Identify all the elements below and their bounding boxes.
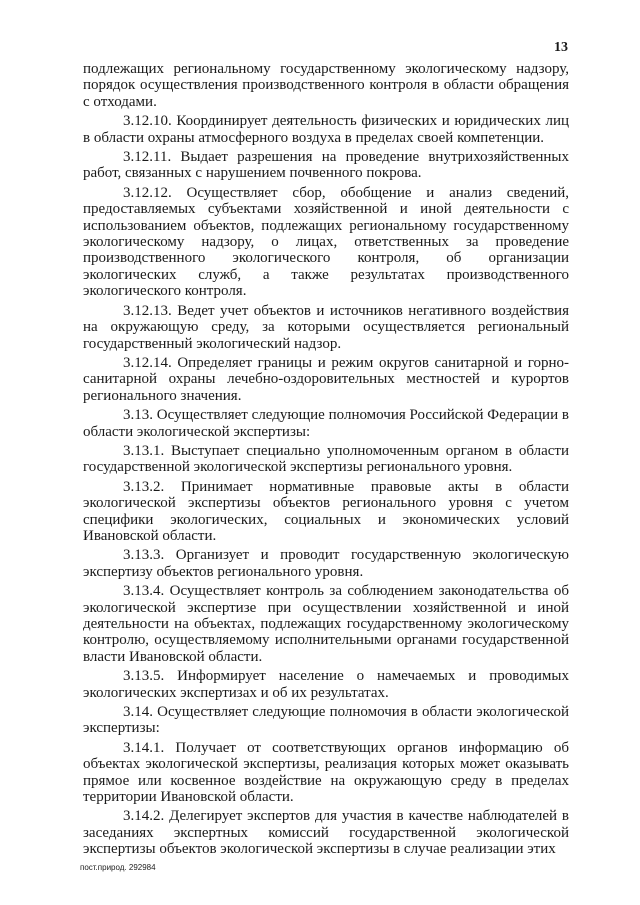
document-body — [83, 61, 569, 861]
paragraph-3-13-1: 3.13.1. Выступает специально уполномоченным органом в области государственной экологической экспертизы регионального уровня. — [83, 442, 569, 476]
paragraph-3-13-3: 3.13.3. Организует и проводит государственную экологическую экспертизу объектов регионального уровня. — [83, 547, 569, 580]
paragraph-3-12-10: 3.12.10. Координирует деятельность физических и юридических лиц в области охраны атмосферного воздуха в пределах своей компетенции. — [83, 113, 569, 146]
footer-note: пост.природ. 292984 — [80, 863, 156, 872]
paragraph-3-12-14: 3.12.14. Определяет границы и режим округов санитарной и горно-санитарной охраны лечебно-оздоровительных местностей и курортов регионального значения. — [83, 354, 569, 404]
paragraph-3-14-2: 3.14.2. Делегирует экспертов для участия в качестве наблюдателей в заседаниях экспертных комиссий государственной экологической экспертизы объектов экологической экспертизы в случае реализации этих — [83, 808, 569, 858]
paragraph-3-13: 3.13. Осуществляет следующие полномочия Российской Федерации в области экологической экспертизы: — [83, 407, 569, 440]
paragraph-3-13-2: 3.13.2. Принимает нормативные правовые акты в области экологической экспертизы объектов регионального уровня с учетом специфики экологических, социальных и экономических условий Ивановской области. — [83, 478, 569, 544]
paragraph-3-14: 3.14. Осуществляет следующие полномочия в области экологической экспертизы: — [83, 704, 569, 737]
paragraph-3-14-1: 3.14.1. Получает от соответствующих органов информацию об объектах экологической экспертизы, реализация которых может оказывать прямое или косвенное воздействие на окружающую среду в пределах территории Ивановской области. — [83, 739, 569, 806]
paragraph-3-12-11: 3.12.11. Выдает разрешения на проведение внутрихозяйственных работ, связанных с нарушением почвенного покрова. — [83, 149, 569, 182]
paragraph-continuation: подлежащих региональному государственному экологическому надзору, порядок осуществления производственного контроля в области обращения с отходами. — [83, 61, 569, 110]
paragraph-3-13-5: 3.13.5. Информирует население о намечаемых и проводимых экологических экспертизах и об их результатах. — [83, 668, 569, 701]
paragraph-3-12-13: 3.12.13. Ведет учет объектов и источников негативного воздействия на окружающую среду, за которыми осуществляется региональный государственный экологический надзор. — [83, 302, 569, 352]
paragraph-3-12-12: 3.12.12. Осуществляет сбор, обобщение и анализ сведений, предоставляемых субъектами хозяйственной и иной деятельности с использованием объектов, подлежащих региональному государственному экологическому надзору, о лицах, ответственных за проведение производственного экологического контроля, об организации экологических служб, а также результатах производственного экологического контроля. — [83, 184, 569, 300]
page-number: 13 — [554, 40, 568, 55]
paragraph-3-13-4: 3.13.4. Осуществляет контроль за соблюдением законодательства об экологической экспертизе при осуществлении хозяйственной и иной деятельности на объектах, подлежащих государственному экологическому контролю, осуществляемому исполнительными органами государственной власти Ивановской области. — [83, 583, 569, 665]
